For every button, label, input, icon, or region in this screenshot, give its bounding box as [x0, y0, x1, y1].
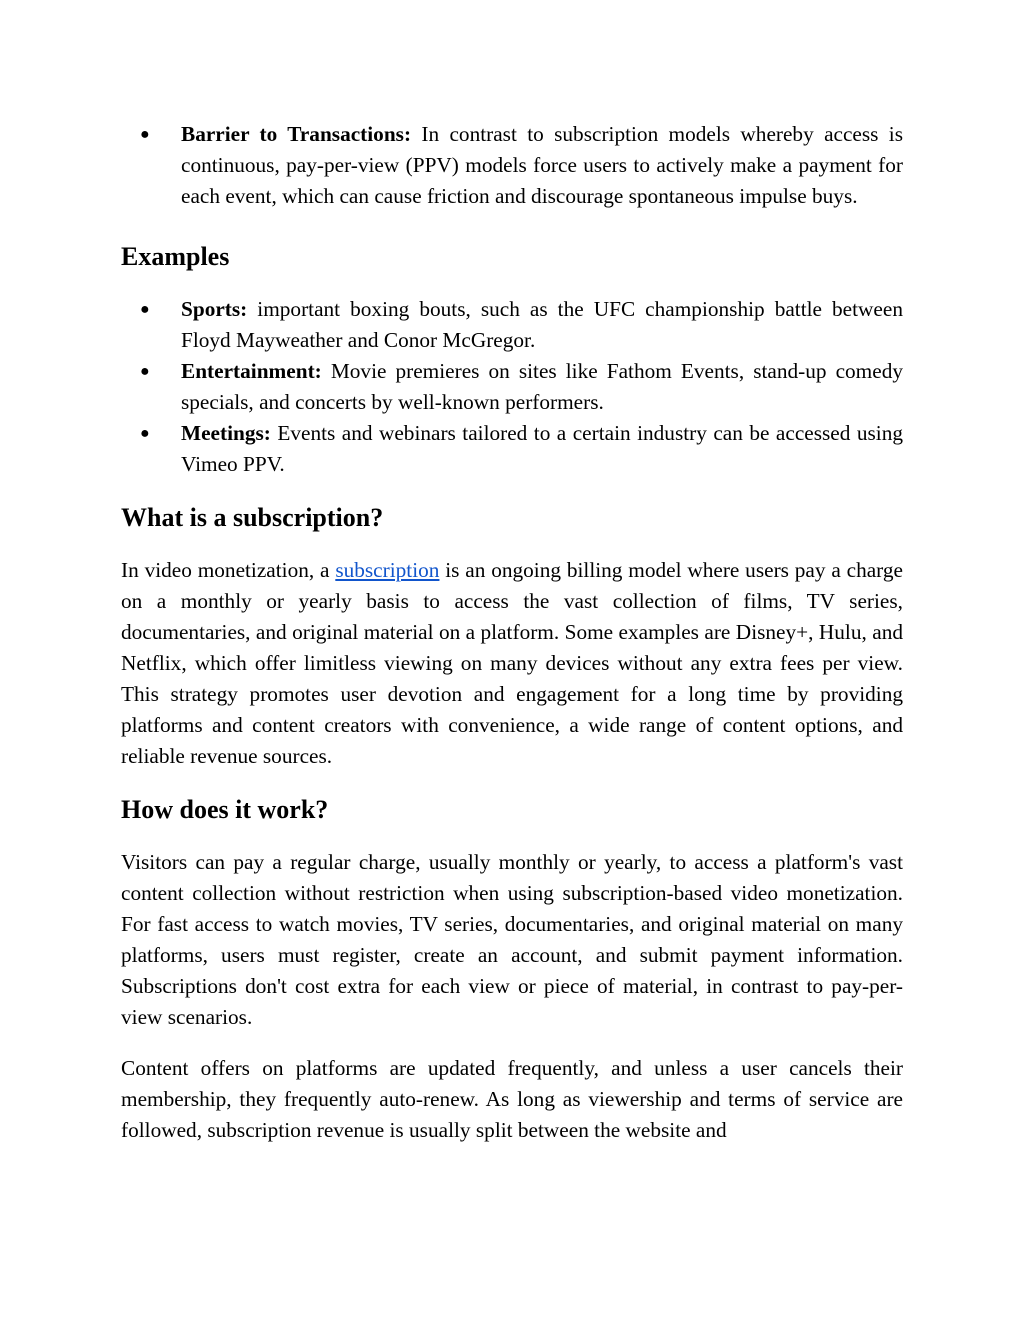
list-item-term: Entertainment:: [181, 359, 322, 383]
bullet-icon: ●: [140, 425, 150, 442]
bullet-icon: ●: [140, 126, 150, 143]
bullet-icon: ●: [140, 301, 150, 318]
list-item: [121, 294, 903, 356]
paragraph-text: is an ongoing billing model where users pay a charge on a monthly or yearly basis to access the vast collection of films, TV series, documentaries, and original material on a platform. Some examples are Disney+, Hulu, and Netflix, which offer limitless viewing on many devices without any extra fees per view. This strategy promotes user devotion and engagement for a long time by providing platforms and content creators with convenience, a wide range of content options, and reliable revenue sources.: [121, 558, 903, 768]
list-item-term: Sports:: [181, 297, 248, 321]
how-it-works-paragraph-2: Content offers on platforms are updated frequently, and unless a user cancels their membership, they frequently auto-renew. As long as viewership and terms of service are followed, subscription revenue is usually split between the website and: [121, 1056, 903, 1142]
how-it-works-heading: How does it work?: [121, 795, 329, 824]
list-item-term: Meetings:: [181, 421, 271, 445]
examples-list: [121, 294, 903, 480]
list-item: [121, 356, 903, 418]
document-page: [121, 119, 903, 1146]
list-item: [121, 418, 903, 480]
list-item-text: important boxing bouts, such as the UFC championship battle between Floyd Mayweather and Conor McGregor.: [181, 297, 903, 352]
subscription-paragraph: [121, 555, 903, 772]
list-item-term: Barrier to Transactions:: [181, 122, 412, 146]
list-item: [121, 119, 903, 212]
list-item-text: Events and webinars tailored to a certain industry can be accessed using Vimeo PPV.: [181, 421, 903, 476]
examples-heading: Examples: [121, 242, 230, 271]
list-item-text: In contrast to subscription models whereby access is continuous, pay-per-view (PPV) models force users to actively make a payment for each event, which can cause friction and discourage spontaneous impulse buys.: [181, 122, 903, 208]
list-item-text: Movie premieres on sites like Fathom Events, stand-up comedy specials, and concerts by well-known performers.: [181, 359, 903, 414]
paragraph-text: In video monetization, a: [121, 558, 336, 582]
bullet-icon: ●: [140, 363, 150, 380]
barrier-list: [121, 119, 903, 212]
subscription-link[interactable]: subscription: [335, 558, 440, 582]
how-it-works-paragraph-1: Visitors can pay a regular charge, usually monthly or yearly, to access a platform's vast content collection without restriction when using subscription-based video monetization. For fast access to watch movies, TV series, documentaries, and original material on many platforms, users must register, create an account, and submit payment information. Subscriptions don't cost extra for each view or piece of material, in contrast to pay-per-view scenarios.: [121, 850, 903, 1029]
subscription-heading: What is a subscription?: [121, 503, 384, 532]
